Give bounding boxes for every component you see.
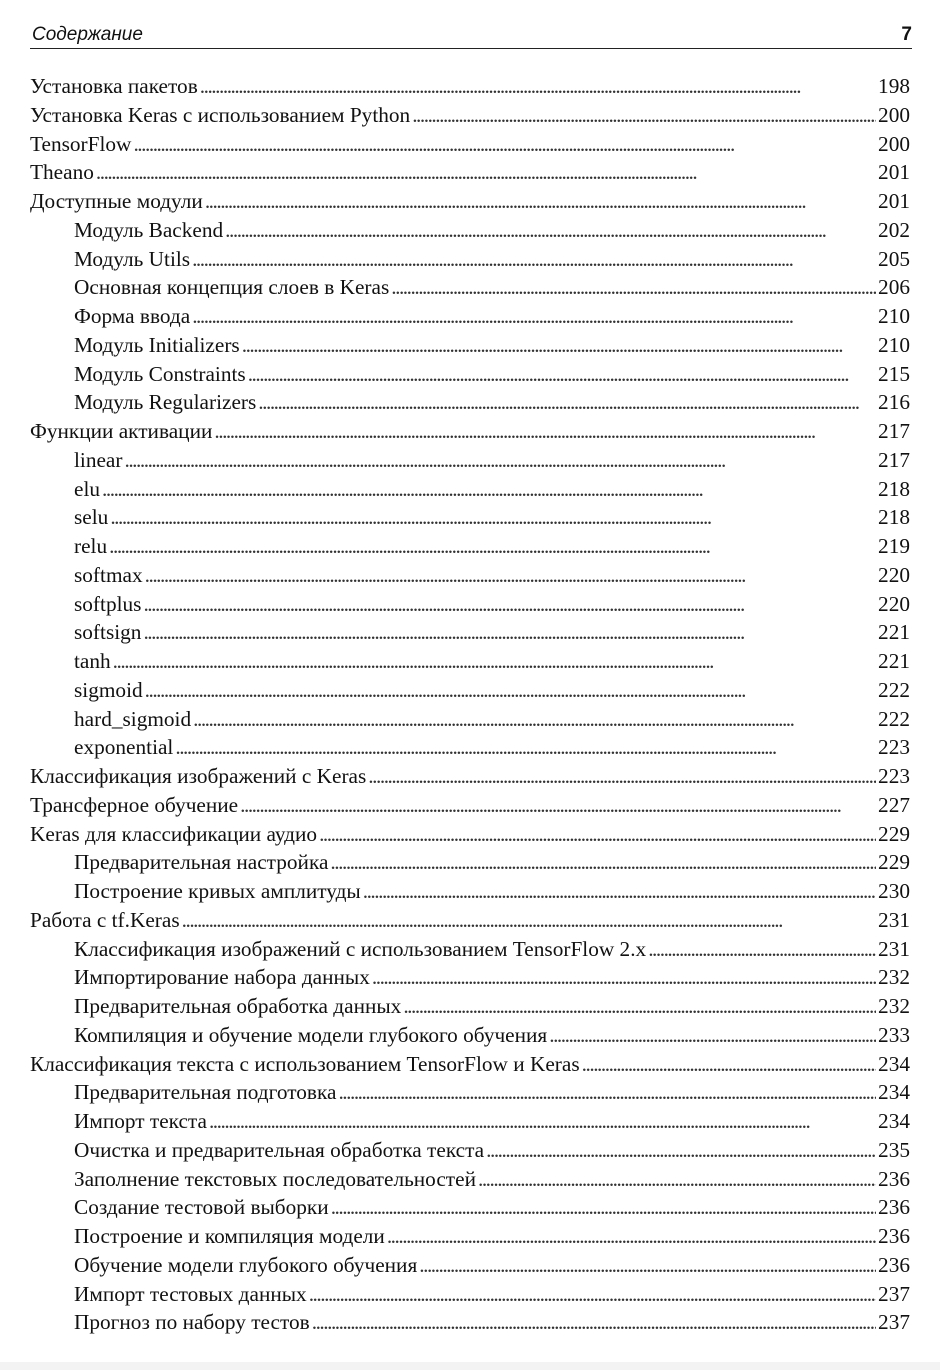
toc-section-entry <box>30 160 910 189</box>
toc-entry-page: 200 <box>878 102 910 127</box>
toc-entry-title: Построение и компиляция модели <box>74 1224 385 1248</box>
toc-subsection-entry <box>30 1138 910 1167</box>
toc-subsection-entry <box>30 707 910 736</box>
page-bottom-edge <box>0 1362 940 1370</box>
toc-entry-page: 229 <box>878 821 910 846</box>
toc-dot-leader <box>319 822 876 847</box>
toc-dot-leader <box>368 764 876 789</box>
toc-dot-leader <box>309 1282 876 1307</box>
toc-dot-leader <box>419 1253 876 1278</box>
toc-entry-page: 206 <box>878 275 910 300</box>
toc-subsection-entry <box>30 1080 910 1109</box>
toc-dot-leader <box>242 333 876 358</box>
toc-section-entry <box>30 822 910 851</box>
toc-entry-title: Модуль Constraints <box>74 361 246 386</box>
toc-entry-page: 201 <box>878 160 910 185</box>
toc-entry-title: Theano <box>30 160 94 185</box>
toc-entry-page: 235 <box>878 1137 910 1162</box>
toc-section-entry <box>30 793 910 822</box>
toc-dot-leader <box>330 850 876 875</box>
toc-entry-page: 230 <box>878 879 910 903</box>
toc-dot-leader <box>200 74 876 99</box>
toc-dot-leader <box>372 965 876 990</box>
toc-entry-title: tanh <box>74 649 111 673</box>
toc-section-entry <box>30 908 910 937</box>
toc-dot-leader <box>331 1195 876 1220</box>
toc-entry-page: 210 <box>878 332 910 357</box>
toc-entry-title: Установка пакетов <box>30 74 198 98</box>
toc-entry-title: Предварительная настройка <box>74 850 329 875</box>
toc-subsection-entry <box>30 390 910 419</box>
toc-entry-title: softplus <box>74 591 142 616</box>
toc-entry-page: 237 <box>878 1281 910 1306</box>
toc-entry-page: 233 <box>878 1022 910 1047</box>
toc-entry-title: Создание тестовой выборки <box>74 1195 329 1220</box>
toc-subsection-entry <box>30 1195 910 1224</box>
toc-entry-title: softmax <box>74 562 143 587</box>
toc-subsection-entry <box>30 1253 910 1282</box>
toc-entry-page: 221 <box>878 649 910 673</box>
toc-entry-page: 236 <box>878 1166 910 1191</box>
toc-entry-title: Импорт текста <box>74 1109 207 1133</box>
running-header <box>30 22 912 49</box>
toc-dot-leader <box>240 793 876 818</box>
toc-entry-title: Импортирование набора данных <box>74 965 370 990</box>
toc-dot-leader <box>192 304 876 329</box>
toc-entry-page: 218 <box>878 505 910 530</box>
toc-entry-title: Компиляция и обучение модели глубокого обучения <box>74 1022 548 1047</box>
toc-subsection-entry <box>30 1282 910 1311</box>
toc-dot-leader <box>113 649 876 674</box>
toc-entry-page: 205 <box>878 246 910 271</box>
toc-entry-page: 220 <box>878 591 910 616</box>
toc-entry-title: Трансферное обучение <box>30 792 239 817</box>
toc-entry-page: 220 <box>878 562 910 587</box>
toc-entry-title: exponential <box>74 735 174 760</box>
toc-subsection-entry <box>30 649 910 678</box>
toc-entry-title: Основная концепция слоев в Keras <box>74 275 390 300</box>
toc-entry-page: 237 <box>878 1310 910 1335</box>
toc-dot-leader <box>133 132 876 157</box>
toc-entry-page: 234 <box>878 1051 910 1076</box>
toc-dot-leader <box>214 419 876 444</box>
toc-entry-title: linear <box>74 447 123 472</box>
toc-entry-title: Доступные модули <box>30 189 203 213</box>
toc-subsection-entry <box>30 1167 910 1196</box>
toc-entry-page: 232 <box>878 965 910 990</box>
toc-dot-leader <box>486 1138 876 1163</box>
toc-dot-leader <box>145 678 876 703</box>
toc-entry-title: Построение кривых амплитуды <box>74 879 361 903</box>
toc-entry-title: Работа с tf.Keras <box>30 907 180 932</box>
toc-section-entry <box>30 419 910 448</box>
toc-entry-page: 210 <box>878 304 910 328</box>
toc-entry-page: 218 <box>878 476 910 501</box>
toc-dot-leader <box>110 505 876 530</box>
toc-dot-leader <box>248 362 876 387</box>
toc-section-entry <box>30 1052 910 1081</box>
toc-entry-title: elu <box>74 476 101 501</box>
toc-subsection-entry <box>30 735 910 764</box>
toc-entry-page: 234 <box>878 1080 910 1105</box>
toc-dot-leader <box>582 1052 876 1077</box>
toc-entry-title: Классификация изображений с Keras <box>30 764 367 788</box>
toc-dot-leader <box>109 534 876 559</box>
toc-dot-leader <box>192 247 876 272</box>
toc-entry-title: Предварительная подготовка <box>74 1080 337 1105</box>
toc-entry-title: Очистка и предварительная обработка текста <box>74 1137 485 1162</box>
toc-dot-leader <box>391 275 876 300</box>
toc-subsection-entry <box>30 362 910 391</box>
toc-subsection-entry <box>30 592 910 621</box>
toc-subsection-entry <box>30 333 910 362</box>
toc-dot-leader <box>549 1023 876 1048</box>
toc-entry-page: 198 <box>878 74 910 98</box>
toc-dot-leader <box>412 103 876 128</box>
toc-entry-page: 234 <box>878 1109 910 1133</box>
toc-entry-title: Keras для классификации аудио <box>30 821 318 846</box>
toc-entry-title: Модуль Backend <box>74 217 224 242</box>
toc-entry-title: Модуль Initializers <box>74 332 240 357</box>
toc-entry-title: Модуль Regularizers <box>74 390 257 415</box>
toc-entry-title: Импорт тестовых данных <box>74 1281 307 1306</box>
toc-subsection-entry <box>30 505 910 534</box>
toc-dot-leader <box>478 1167 876 1192</box>
toc-dot-leader <box>124 448 876 473</box>
toc-dot-leader <box>96 160 876 185</box>
toc-entry-page: 222 <box>878 677 910 702</box>
toc-entry-title: hard_sigmoid <box>74 706 192 731</box>
toc-entry-page: 219 <box>878 534 910 558</box>
toc-subsection-entry <box>30 1109 910 1138</box>
toc-entry-page: 236 <box>878 1252 910 1277</box>
toc-entry-title: TensorFlow <box>30 131 132 156</box>
toc-dot-leader <box>182 908 876 933</box>
toc-entry-title: Классификация текста с использованием TensorFlow и Keras <box>30 1051 580 1076</box>
toc-entry-page: 223 <box>878 735 910 760</box>
toc-subsection-entry <box>30 275 910 304</box>
toc-dot-leader <box>205 189 876 214</box>
toc-entry-page: 231 <box>878 907 910 932</box>
toc-entry-title: selu <box>74 505 109 530</box>
toc-entry-page: 216 <box>878 390 910 415</box>
toc-entry-title: relu <box>74 534 108 558</box>
toc-entry-page: 202 <box>878 217 910 242</box>
toc-subsection-entry <box>30 1310 910 1339</box>
toc-entry-page: 200 <box>878 131 910 156</box>
toc-dot-leader <box>145 563 876 588</box>
toc-entry-page: 223 <box>878 764 910 788</box>
toc-subsection-entry <box>30 678 910 707</box>
toc-entry-title: Предварительная обработка данных <box>74 994 402 1018</box>
toc-section-entry <box>30 189 910 218</box>
toc-dot-leader <box>175 735 876 760</box>
toc-entry-page: 232 <box>878 994 910 1018</box>
toc-subsection-entry <box>30 563 910 592</box>
toc-subsection-entry <box>30 879 910 908</box>
toc-entry-title: Модуль Utils <box>74 246 191 271</box>
toc-dot-leader <box>209 1109 876 1134</box>
toc-section-entry <box>30 74 910 103</box>
toc-entry-title: Классификация изображений с использованием TensorFlow 2.x <box>74 936 647 961</box>
toc-subsection-entry <box>30 994 910 1023</box>
toc-subsection-entry <box>30 937 910 966</box>
page-number: 7 <box>901 24 912 45</box>
toc-dot-leader <box>648 937 876 962</box>
toc-entry-page: 215 <box>878 361 910 386</box>
toc-dot-leader <box>143 592 876 617</box>
toc-dot-leader <box>387 1224 876 1249</box>
running-title: Содержание <box>32 24 143 45</box>
toc-entry-title: softsign <box>74 620 142 645</box>
toc-subsection-entry <box>30 620 910 649</box>
toc-dot-leader <box>102 477 876 502</box>
toc-dot-leader <box>338 1080 876 1105</box>
toc-dot-leader <box>193 707 876 732</box>
toc-entry-page: 222 <box>878 706 910 731</box>
toc-section-entry <box>30 103 910 132</box>
toc-entry-page: 227 <box>878 792 910 817</box>
toc-subsection-entry <box>30 1023 910 1052</box>
toc-section-entry <box>30 132 910 161</box>
toc-section-entry <box>30 764 910 793</box>
toc-entry-title: Прогноз по набору тестов <box>74 1310 310 1335</box>
toc-entry-title: Установка Keras с использованием Python <box>30 102 411 127</box>
toc-entry-page: 236 <box>878 1195 910 1220</box>
toc-entry-page: 217 <box>878 419 910 443</box>
toc-entry-page: 217 <box>878 447 910 472</box>
toc-entry-title: Заполнение текстовых последовательностей <box>74 1166 476 1191</box>
toc-entry-page: 201 <box>878 189 910 213</box>
toc-dot-leader <box>403 994 876 1019</box>
toc-subsection-entry <box>30 965 910 994</box>
toc-subsection-entry <box>30 448 910 477</box>
toc-subsection-entry <box>30 247 910 276</box>
toc-dot-leader <box>363 879 876 904</box>
toc-entry-title: Функции активации <box>30 419 213 443</box>
toc-dot-leader <box>225 218 876 243</box>
toc-subsection-entry <box>30 534 910 563</box>
toc-entry-title: sigmoid <box>74 677 143 702</box>
toc-subsection-entry <box>30 850 910 879</box>
table-of-contents <box>30 74 910 1339</box>
toc-subsection-entry <box>30 304 910 333</box>
toc-dot-leader <box>143 620 876 645</box>
toc-entry-page: 236 <box>878 1224 910 1248</box>
toc-subsection-entry <box>30 218 910 247</box>
toc-dot-leader <box>258 390 876 415</box>
toc-subsection-entry <box>30 477 910 506</box>
toc-entry-page: 221 <box>878 620 910 645</box>
toc-entry-title: Обучение модели глубокого обучения <box>74 1252 418 1277</box>
toc-entry-title: Форма ввода <box>74 304 191 328</box>
toc-dot-leader <box>312 1310 876 1335</box>
toc-entry-page: 229 <box>878 850 910 875</box>
toc-subsection-entry <box>30 1224 910 1253</box>
toc-entry-page: 231 <box>878 936 910 961</box>
